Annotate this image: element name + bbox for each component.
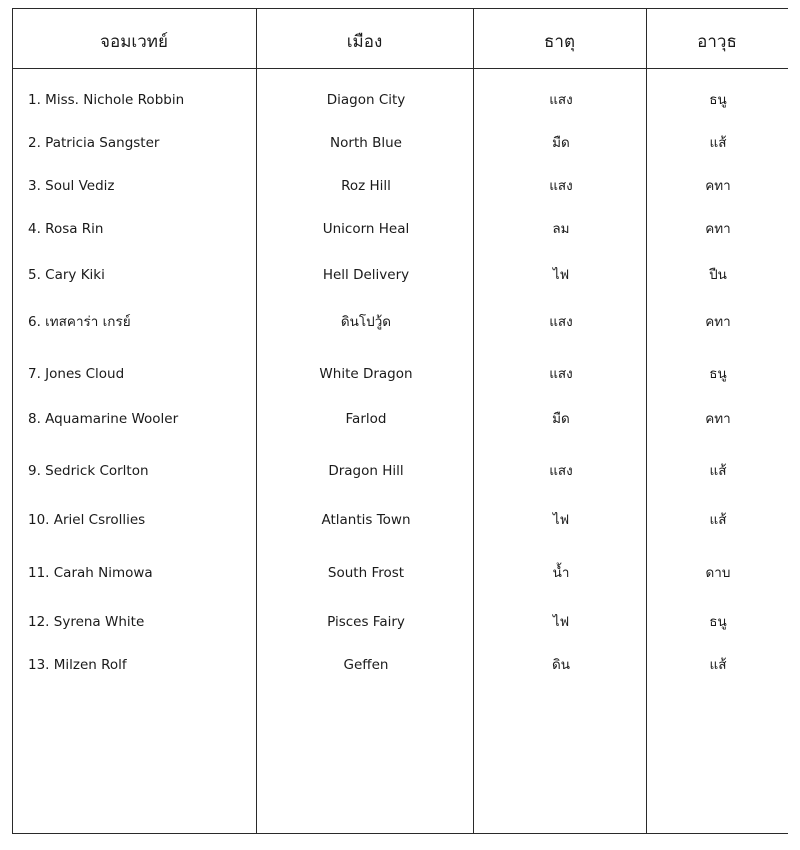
mage-name: 7. Jones Cloud [28, 366, 125, 382]
mage-city: Geffen [343, 657, 389, 673]
table-row [0, 505, 800, 535]
mage-name: 13. Milzen Rolf [28, 657, 127, 673]
mage-city: Unicorn Heal [322, 221, 410, 237]
header-divider [12, 68, 788, 69]
mage-element: ดิน [552, 657, 570, 673]
table-row [0, 307, 800, 337]
mage-name: 5. Cary Kiki [28, 267, 105, 283]
mage-weapon: คทา [705, 314, 731, 330]
table-row [0, 359, 800, 389]
mage-weapon: แส้ [709, 657, 727, 673]
mage-element: ไฟ [552, 512, 570, 528]
table-row [0, 404, 800, 434]
mage-city: White Dragon [319, 366, 413, 382]
mage-city: Farlod [345, 411, 387, 427]
mage-element: ไฟ [552, 614, 570, 630]
mage-weapon: แส้ [709, 135, 727, 151]
table-row [0, 456, 800, 486]
header-name: จอมเวทย์ [100, 32, 168, 52]
mage-weapon: คทา [705, 411, 731, 427]
table-row [0, 260, 800, 290]
mage-weapon: คทา [705, 221, 731, 237]
mage-name: 1. Miss. Nichole Robbin [28, 92, 185, 108]
mage-weapon: ธนู [709, 92, 727, 108]
table-row [0, 650, 800, 680]
mage-city: Atlantis Town [321, 512, 411, 528]
mage-name: 3. Soul Vediz [28, 178, 115, 194]
header-city: เมือง [346, 32, 383, 52]
mage-weapon: ดาบ [705, 565, 731, 581]
mage-name: 8. Aquamarine Wooler [28, 411, 179, 427]
mage-weapon: คทา [705, 178, 731, 194]
mage-element: แสง [549, 366, 573, 382]
mage-element: ไฟ [552, 267, 570, 283]
table-row [0, 607, 800, 637]
mage-name: 6. เทสคาร่า เกรย์ [28, 314, 131, 330]
mage-weapon: ปืน [709, 267, 727, 283]
mage-element: แสง [549, 92, 573, 108]
mage-city: ดินโปวู้ด [340, 314, 392, 330]
mage-element: แสง [549, 314, 573, 330]
mage-weapon: ธนู [709, 614, 727, 630]
mage-name: 4. Rosa Rin [28, 221, 104, 237]
header-weapon: อาวุธ [697, 32, 737, 52]
mage-element: น้ำ [552, 565, 570, 581]
mage-city: Dragon Hill [328, 463, 404, 479]
mage-element: ลม [552, 221, 570, 237]
mage-city: Hell Delivery [322, 267, 410, 283]
mage-city: Pisces Fairy [327, 614, 405, 630]
mage-city: North Blue [330, 135, 402, 151]
mage-element: แสง [549, 178, 573, 194]
mage-name: 2. Patricia Sangster [28, 135, 160, 151]
mage-city: Roz Hill [341, 178, 391, 194]
mage-name: 11. Carah Nimowa [28, 565, 153, 581]
mage-city: Diagon City [326, 92, 406, 108]
table-row [0, 171, 800, 201]
mage-name: 10. Ariel Csrollies [28, 512, 146, 528]
mage-element: มืด [552, 411, 570, 427]
mage-weapon: แส้ [709, 463, 727, 479]
mage-weapon: แส้ [709, 512, 727, 528]
table-row [0, 558, 800, 588]
table-row [0, 85, 800, 115]
mage-element: มืด [552, 135, 570, 151]
table-row [0, 214, 800, 244]
mage-element: แสง [549, 463, 573, 479]
mage-weapon: ธนู [709, 366, 727, 382]
mage-city: South Frost [327, 565, 405, 581]
table-bottom-border [12, 833, 788, 834]
table-row [0, 128, 800, 158]
table-top-border [12, 8, 788, 9]
mage-name: 9. Sedrick Corlton [28, 463, 149, 479]
header-element: ธาตุ [544, 32, 575, 52]
mage-name: 12. Syrena White [28, 614, 145, 630]
